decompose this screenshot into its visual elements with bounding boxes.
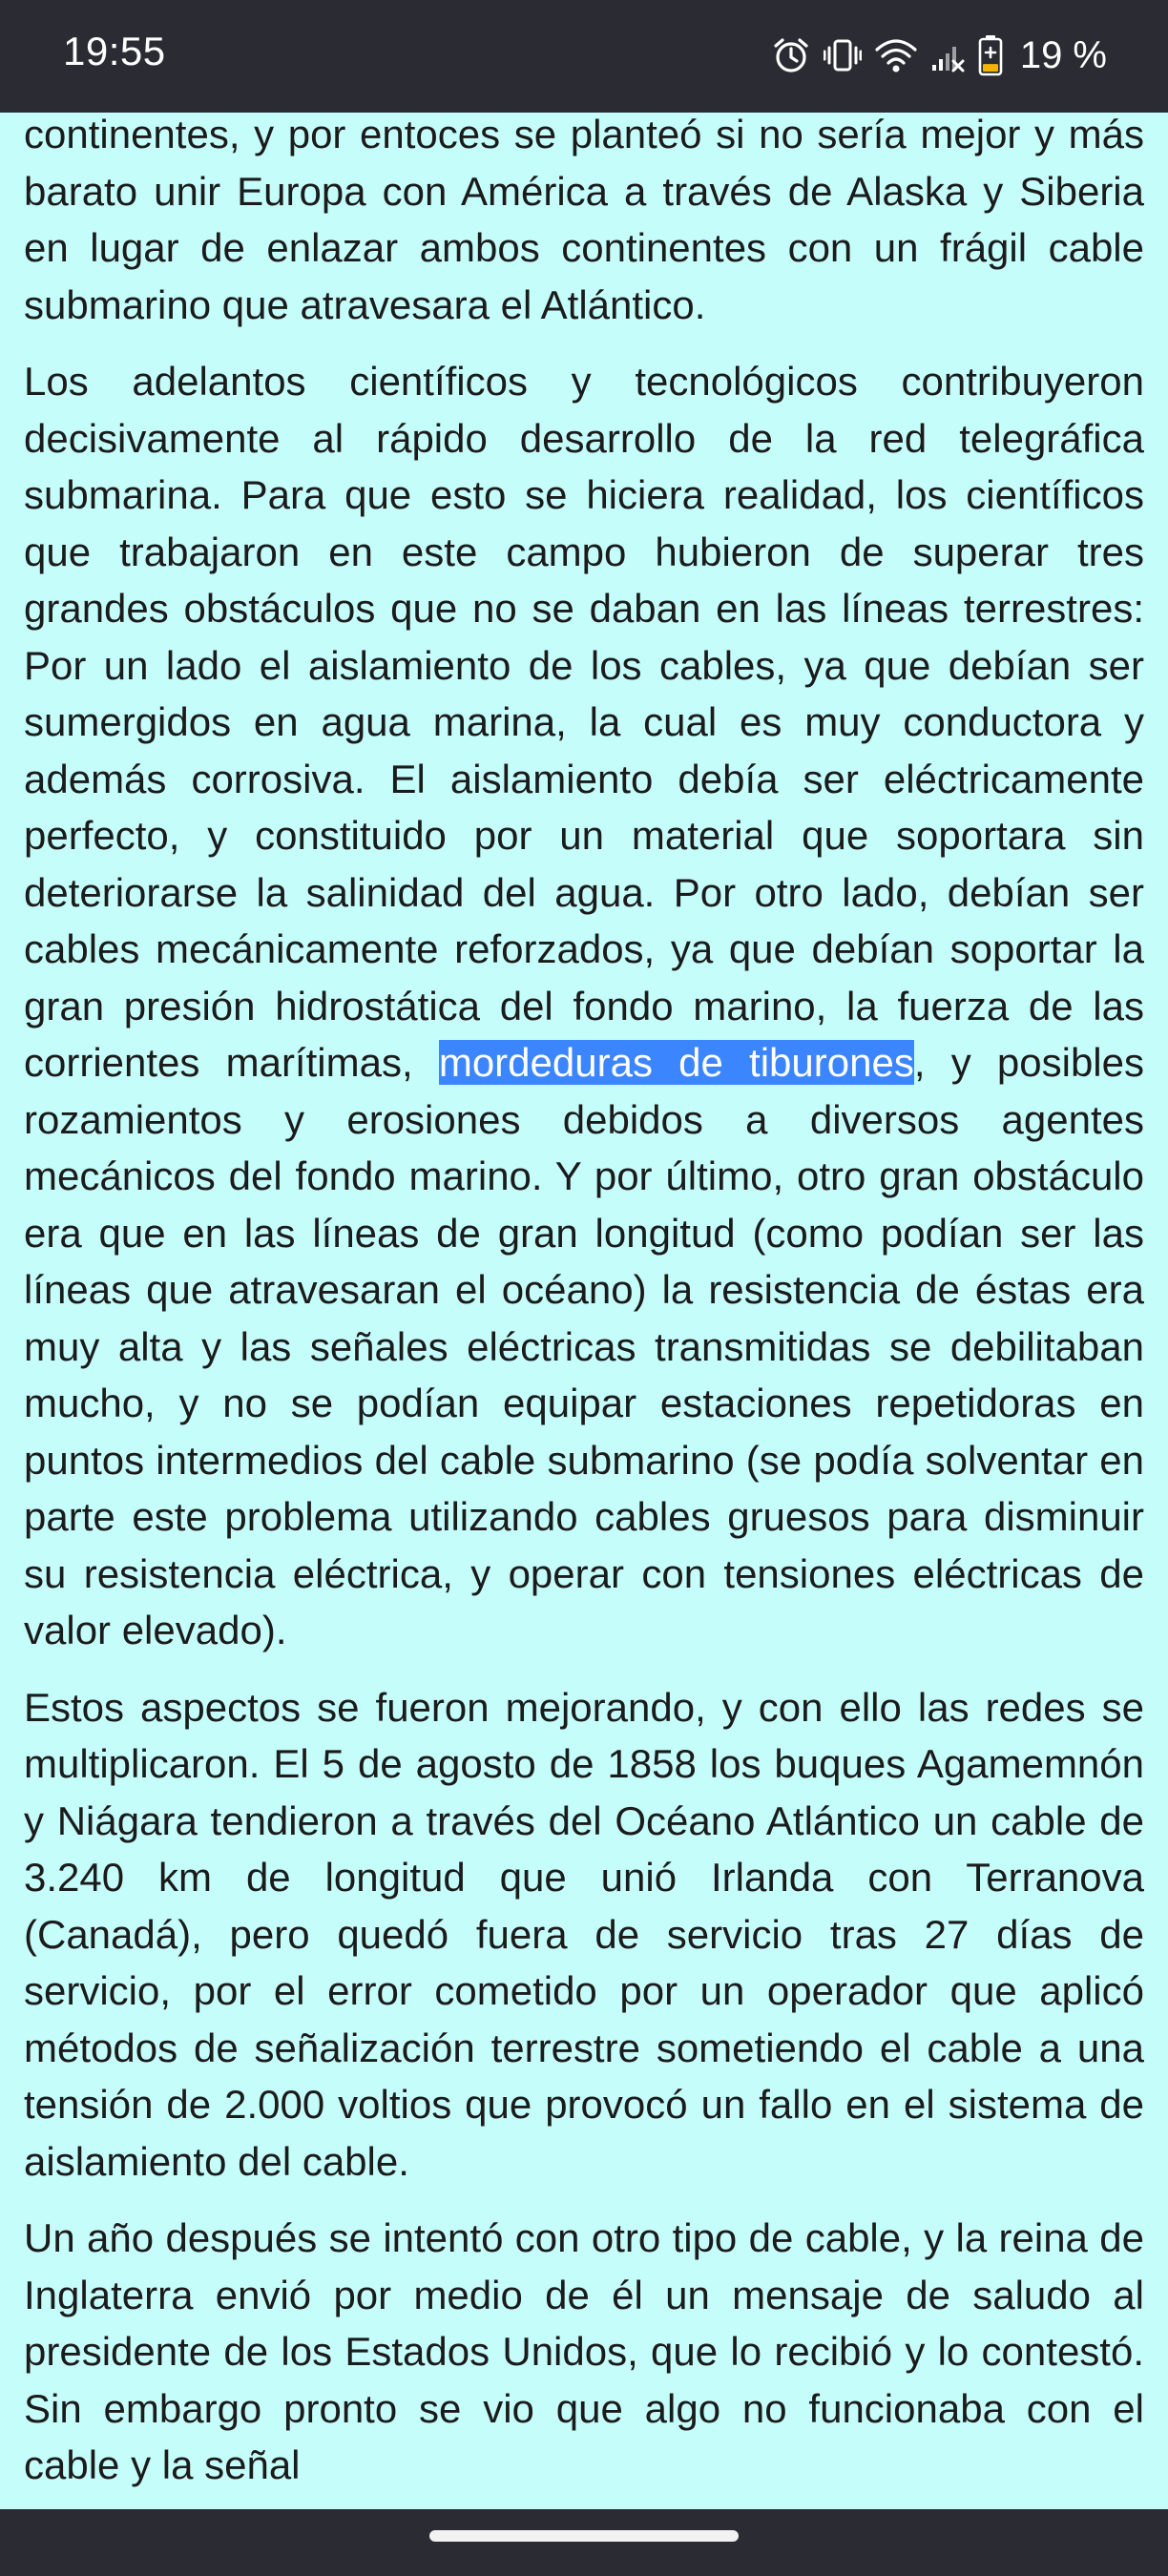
home-indicator[interactable] — [429, 2530, 739, 2542]
battery-icon — [978, 34, 1003, 76]
status-time: 19:55 — [63, 29, 166, 73]
no-signal-icon — [930, 36, 965, 74]
battery-percent: 19 % — [1019, 33, 1107, 76]
alarm-icon — [772, 36, 810, 74]
status-icons — [772, 27, 1107, 84]
reader-view[interactable] — [0, 113, 1168, 2509]
wifi-icon — [875, 36, 917, 74]
paragraph-2 — [24, 353, 1144, 1659]
paragraph-2-text-before: Los adelantos científicos y tecnológicos contribuyeron decisivamente al rápido desarrollo de la red telegráfica submarina. Para que esto se hiciera realidad, los científicos que trabajaron en este campo hubieron de superar tres grandes obstáculos que no se daban en las líneas terrestres: Por un lado el aislamiento de los cables, ya que debían ser sumergidos en agua marina, la cual es muy conductora y además corrosiva. El aislamiento debía ser eléctricamente perfecto, y constituido por un material que soportara sin deteriorarse la salinidad del agua. Por otro lado, debían ser cables mecánicamente reforzados, ya que debían soportar la gran presión hidrostática del fondo marino, la fuerza de las corrientes marítimas, — [24, 359, 1144, 1085]
paragraph-2-text-after: , y posibles rozamientos y erosiones debidos a diversos agentes mecánicos del fondo marino. Y por último, otro gran obstáculo era que en las líneas de gran longitud (como podían ser las líneas que atravesaran el océano) la resistencia de éstas era muy alta y las señales eléctricas transmitidas se debilitaban mucho, y no se podían equipar estaciones repetidoras en puntos intermedios del cable submarino (se podía solventar en parte este problema utilizando cables gruesos para disminuir su resistencia eléctrica, y operar con tensiones eléctricas de valor elevado). — [24, 1040, 1144, 1652]
selected-text[interactable]: mordeduras de tiburones — [438, 1040, 914, 1085]
paragraph-3: Estos aspectos se fueron mejorando, y con ello las redes se multiplicaron. El 5 de agosto de 1858 los buques Agamemnón y Niágara tendieron a través del Océano Atlántico un cable de 3.240 km de longitud que unió Irlanda con Terranova (Canadá), pero quedó fuera de servicio tras 27 días de servicio, por el error cometido por un operador que aplicó métodos de señalización terrestre sometiendo el cable a una tensión de 2.000 voltios que provocó un fallo en el sistema de aislamiento del cable. — [24, 1684, 1144, 2184]
navigation-bar — [0, 2509, 1168, 2576]
paragraph-1: continentes, y por entoces se planteó si no sería mejor y más barato unir Europa con América a través de Alaska y Siberia en lugar de enlazar ambos continentes con un frágil cable submarino que atravesara el Atlántico. — [24, 113, 1144, 327]
vibrate-icon — [824, 36, 862, 74]
status-bar — [0, 0, 1168, 113]
article-body — [24, 113, 1144, 2509]
paragraph-4: Un año después se intentó con otro tipo de cable, y la reina de Inglaterra envió por medio de él un mensaje de saludo al presidente de los Estados Unidos, que lo recibió y lo contestó. Sin embargo pronto se vio que algo no funcionaba con el cable y la señal — [24, 2215, 1144, 2487]
